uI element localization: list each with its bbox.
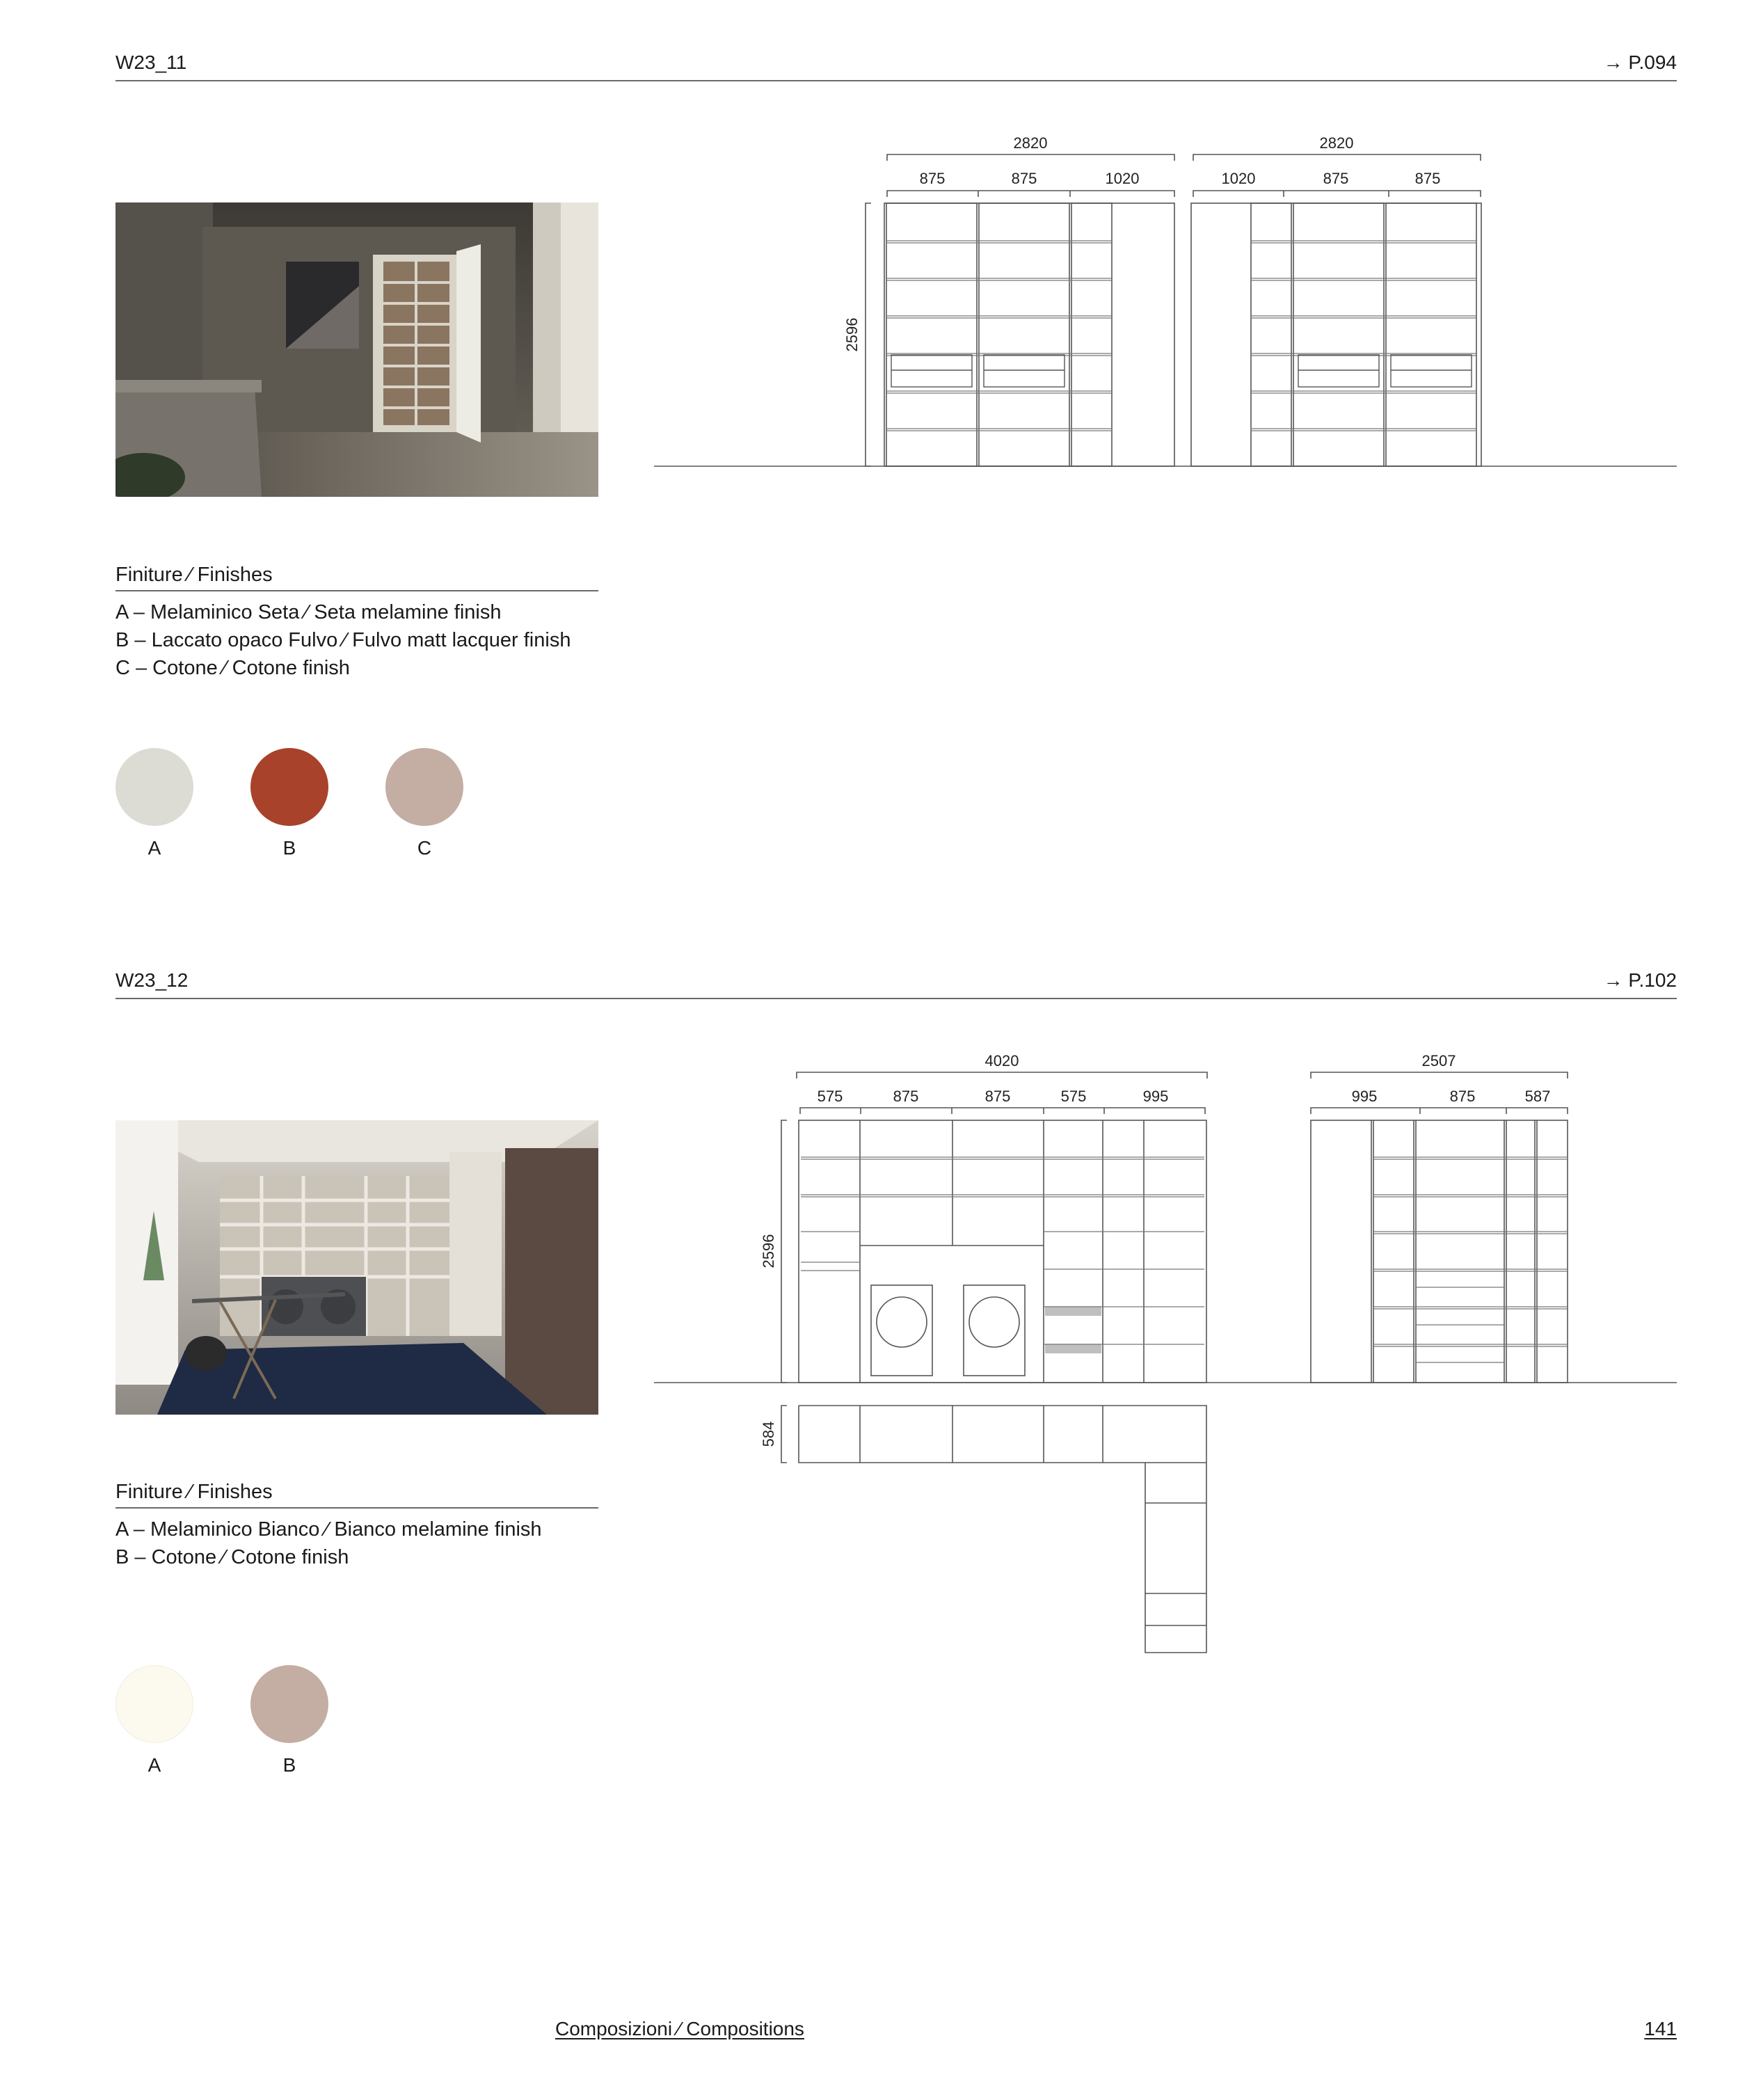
swatch-label: B [282,837,296,859]
dimension-label: 575 [817,1088,843,1105]
finish-item: B – Laccato opaco Fulvo ⁄ Fulvo matt lacquer finish [115,629,571,651]
dimension-label: 2820 [1319,134,1354,152]
finishes-title: Finiture ⁄ Finishes [115,564,273,586]
dimension-label: 995 [1351,1088,1378,1105]
height-dimension-label: 2596 [760,1234,777,1268]
page-reference-link[interactable]: → P.094 [1603,51,1677,73]
dimension-label: 575 [1060,1088,1087,1105]
dimension-label: 875 [1449,1088,1476,1105]
page-reference-link[interactable]: → P.102 [1603,969,1677,991]
dimension-label: 875 [1011,170,1037,187]
finishes-list [115,598,571,682]
swatch-label: A [148,837,161,859]
finishes-divider [115,1507,598,1509]
dimension-label: 875 [893,1088,919,1105]
dimension-label: 587 [1524,1088,1551,1105]
composition-photo [115,202,598,497]
section-code: W23_11 [115,51,187,73]
footer-section-link[interactable]: Composizioni ⁄ Compositions [555,2018,804,2039]
finish-swatch-c [385,748,463,826]
depth-dimension-label: 584 [760,1421,777,1447]
section-code: W23_12 [115,969,189,991]
finishes-title: Finiture ⁄ Finishes [115,1481,273,1503]
section-divider [115,998,1677,999]
dimension-label: 875 [1414,170,1441,187]
dimension-label: 1020 [1221,170,1256,187]
page-number: 141 [1644,2018,1677,2039]
finish-swatch-b [250,1665,328,1743]
swatch-label: C [417,837,432,859]
finish-swatch-a [115,748,193,826]
elevation-drawing [654,1037,1684,1677]
finish-item: A – Melaminico Seta ⁄ Seta melamine finish [115,601,502,623]
finishes-divider [115,590,598,591]
section-divider [115,80,1677,81]
dimension-label: 875 [1323,170,1349,187]
dimension-label: 2507 [1421,1052,1456,1069]
swatch-label: A [148,1754,161,1776]
dimension-label: 875 [919,170,946,187]
finishes-list [115,1516,542,1571]
dimension-label: 995 [1142,1088,1169,1105]
height-dimension-label: 2596 [843,317,861,352]
swatch-label: B [282,1754,296,1776]
finish-swatch-a [115,1665,193,1743]
finish-swatch-b [250,748,328,826]
dimension-label: 4020 [984,1052,1019,1069]
finish-item: A – Melaminico Bianco ⁄ Bianco melamine finish [115,1518,542,1541]
finish-item: C – Cotone ⁄ Cotone finish [115,657,350,679]
composition-photo [115,1120,598,1415]
finish-item: B – Cotone ⁄ Cotone finish [115,1546,349,1568]
dimension-label: 2820 [1013,134,1048,152]
elevation-drawing [654,118,1684,480]
dimension-label: 1020 [1105,170,1140,187]
dimension-label: 875 [984,1088,1011,1105]
